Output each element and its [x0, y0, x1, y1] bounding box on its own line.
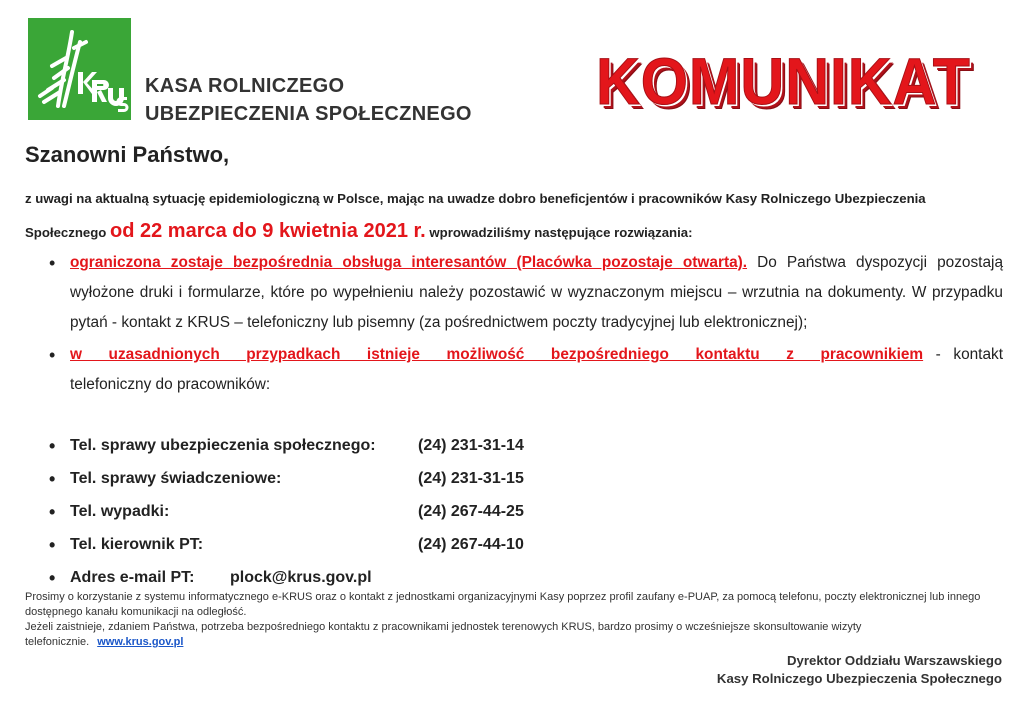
krus-logo	[28, 18, 131, 120]
list-item	[25, 248, 1003, 338]
contact-phone: (24) 231-31-14	[418, 437, 524, 454]
contact-label: Tel. sprawy świadczeniowe:	[70, 470, 282, 487]
contact-phone: (24) 267-44-25	[418, 503, 524, 520]
contact-email: plock@krus.gov.pl	[230, 569, 372, 586]
komunikat-banner: KOMUNIKAT	[596, 44, 971, 118]
footnote	[25, 590, 1003, 650]
footnote-para1: Prosimy o korzystanie z systemu informatycznego e-KRUS oraz o kontakt z jednostkami organizacyjnymi Kasy poprzez profil zaufany e-PUAP, za pomocą telefonu, poczty elektronicznej lub innego dostępnego kanału komunikacji na odległość.	[25, 591, 981, 618]
org-name-line2: UBEZPIECZENIA SPOŁECZNEGO	[145, 103, 472, 125]
contact-label: Tel. wypadki:	[70, 503, 170, 520]
contact-item	[25, 465, 524, 498]
signature-line1: Dyrektor Oddziału Warszawskiego	[787, 653, 1002, 668]
greeting-heading: Szanowni Państwo,	[25, 142, 230, 167]
contact-phone: (24) 231-31-15	[418, 470, 524, 487]
org-name-line1: KASA ROLNICZEGO	[145, 75, 345, 97]
organization-name	[145, 72, 472, 128]
intro-text-part1: z uwagi na aktualną sytuację epidemiologiczną w Polsce, mając na uwadze dobro beneficjentów i pracowników Kasy Rolniczego Ubezpieczenia Społecznego	[25, 191, 926, 240]
intro-text-part2: wprowadziliśmy następujące rozwiązania:	[429, 225, 693, 240]
intro-paragraph	[25, 182, 1000, 249]
contact-phone: (24) 267-44-10	[418, 536, 524, 553]
measure-highlight: w uzasadnionych przypadkach istnieje możliwość bezpośredniego kontaktu z pracownikiem	[70, 346, 924, 363]
contact-item	[25, 531, 524, 564]
measure-text: Do Państwa dyspozycji pozostają wyłożone druki i formularze, które po wypełnieniu należy pozostawić w wyznaczonym miejscu – wrzutnia na dokumenty. W przypadku pytań - kontakt z KRUS – telefoniczny lub pisemny (za pośrednictwem poczty tradycyjnej lub elektronicznej);	[70, 254, 1004, 331]
signature	[717, 652, 1002, 688]
measure-text: - kontakt telefoniczny do pracowników:	[70, 346, 1003, 393]
signature-line2: Kasy Rolniczego Ubezpieczenia Społecznego	[716, 671, 1002, 686]
contact-item	[25, 498, 524, 531]
contact-list	[25, 432, 524, 597]
contact-label: Adres e-mail PT:	[70, 569, 195, 586]
date-range: od 22 marca do 9 kwietnia 2021 r.	[110, 220, 426, 242]
contact-item	[25, 432, 524, 465]
krus-website-link[interactable]: www.krus.gov.pl	[97, 636, 184, 648]
footnote-para2: Jeżeli zaistnieje, zdaniem Państwa, potrzeba bezpośredniego kontaktu z pracownikami jednostek terenowych KRUS, bardzo prosimy o wcześniejsze skonsultowanie wizyty telefonicznie.	[25, 621, 862, 648]
footnote-para2-wrap	[25, 620, 1003, 650]
measure-highlight: ograniczona zostaje bezpośrednia obsługa interesantów (Placówka pozostaje otwarta).	[70, 254, 748, 271]
krus-logo-icon	[28, 18, 131, 120]
list-item	[25, 340, 1003, 400]
contact-label: Tel. kierownik PT:	[70, 536, 204, 553]
contact-label: Tel. sprawy ubezpieczenia społecznego:	[70, 437, 376, 454]
measures-list	[25, 248, 1003, 400]
